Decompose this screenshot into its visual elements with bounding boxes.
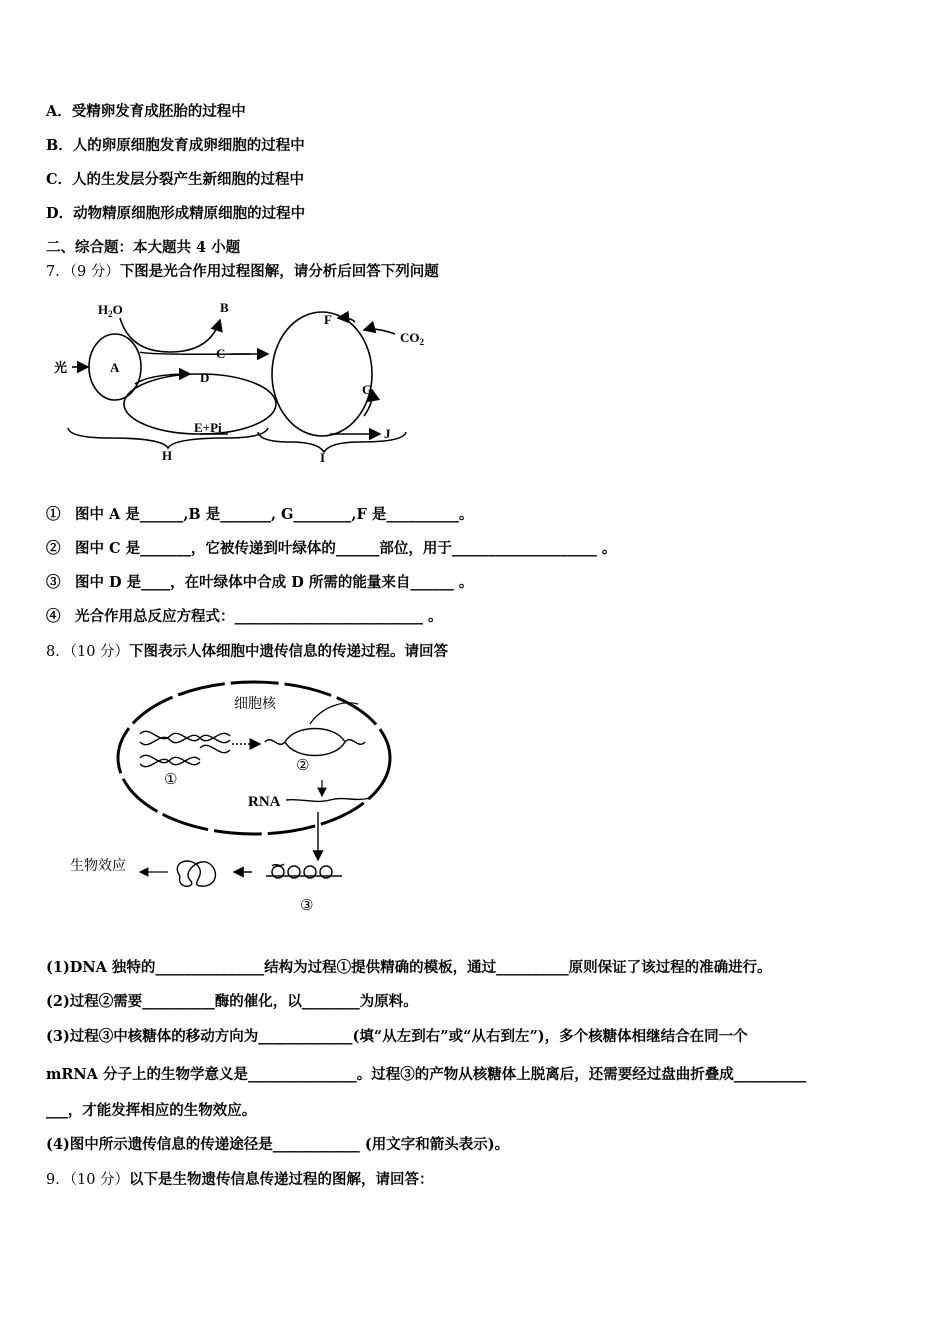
q7-item-4: ④ 光合作用总反应方程式：__________________________ 。 <box>46 608 443 625</box>
option-c: C．人的生发层分裂产生新细胞的过程中 <box>46 171 305 188</box>
calvin-cycle <box>272 312 372 436</box>
label-i: I <box>320 450 326 465</box>
label-epi: E+Pi <box>194 420 222 435</box>
label-f: F <box>324 312 332 327</box>
q8-part-3a: (3)过程③中核糖体的移动方向为_____________(填“从左到右”或“从右到左”)，多个核糖体相继结合在同一个 <box>46 1028 748 1045</box>
label-a: A <box>110 360 120 375</box>
dna-transcription <box>265 703 365 756</box>
q8-header: 8．（10 分）下图表示人体细胞中遗传信息的传递过程。请回答 <box>46 643 449 660</box>
label-effect: 生物效应 <box>70 858 126 874</box>
folded-protein <box>177 861 215 886</box>
q7-header: 7．（9 分）下图是光合作用过程图解，请分析后回答下列问题 <box>46 263 439 280</box>
label-h: H <box>162 448 173 463</box>
label-co2: $CO_2$ <box>400 330 424 347</box>
section-title: 二、综合题：本大题共 4 小题 <box>46 239 241 256</box>
label-h2o: $H_2O$ <box>98 302 123 319</box>
label-g: G <box>362 382 373 397</box>
label-c: C <box>216 346 226 361</box>
q7-item-3: ③ 图中 D 是____，在叶绿体中合成 D 所需的能量来自______ 。 <box>46 574 474 591</box>
q8-part-4: (4)图中所示遗传信息的传递途径是____________ (用文字和箭头表示)。 <box>46 1136 510 1153</box>
label-light: 光 <box>54 360 68 375</box>
label-rna: RNA <box>248 794 281 810</box>
option-b: B．人的卵原细胞发育成卵细胞的过程中 <box>46 137 305 154</box>
gene-expression-diagram <box>60 676 420 916</box>
label-d: D <box>200 370 210 385</box>
photosynthesis-diagram <box>50 292 450 472</box>
q8-part-1: (1)DNA 独特的_______________结构为过程①提供精确的模板，通过__________原则保证了该过程的准确进行。 <box>46 959 772 976</box>
label-b: B <box>220 300 229 315</box>
translation-ribosomes <box>266 864 342 878</box>
q9-header: 9．（10 分）以下是生物遗传信息传递过程的图解，请回答： <box>46 1171 434 1188</box>
q7-item-2: ② 图中 C 是_______，它被传递到叶绿体的______部位，用于____________________ 。 <box>46 540 617 557</box>
q8-part-3c: ___，才能发挥相应的生物效应。 <box>46 1102 257 1119</box>
label-j: J <box>384 426 391 441</box>
option-a: A．受精卵发育成胚胎的过程中 <box>46 103 246 120</box>
label-nucleus: 细胞核 <box>234 696 276 712</box>
q8-part-2: (2)过程②需要__________酶的催化，以________为原料。 <box>46 993 418 1010</box>
q8-part-3b: mRNA 分子上的生物学意义是_______________。过程③的产物从核糖体上脱离后，还需要经过盘曲折叠成__________ <box>46 1066 807 1083</box>
marker-3: ③ <box>300 896 314 914</box>
option-d: D．动物精原细胞形成精原细胞的过程中 <box>46 205 306 222</box>
marker-2: ② <box>296 756 310 774</box>
marker-1: ① <box>164 770 178 788</box>
q7-item-1: ① 图中 A 是______,B 是_______, G________,F 是__________。 <box>46 506 474 523</box>
dna-replication <box>140 731 230 766</box>
